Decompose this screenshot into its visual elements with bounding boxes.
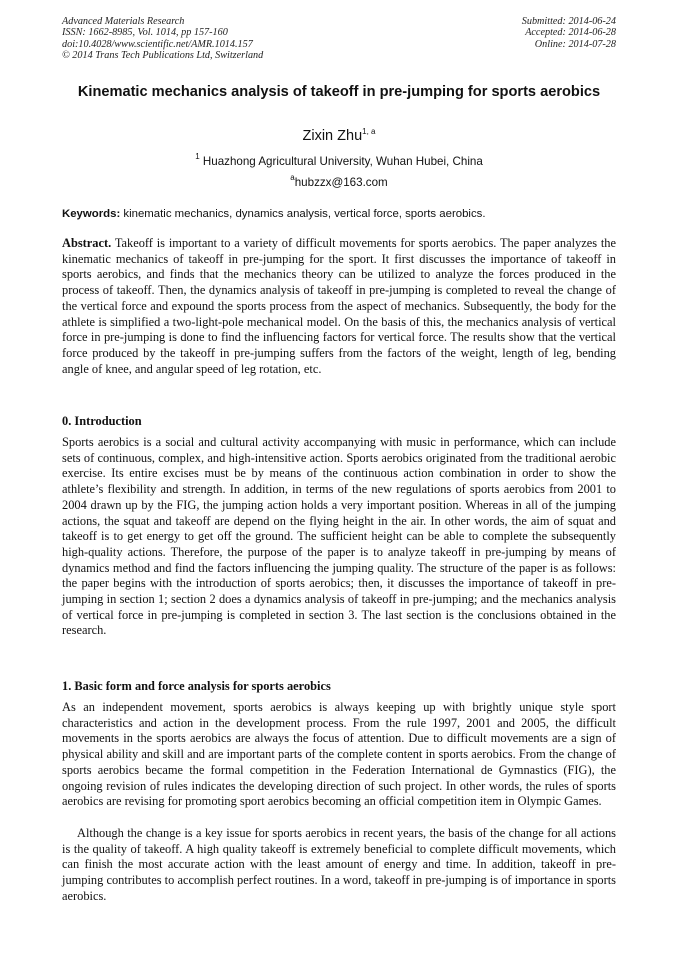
abstract-text: Takeoff is important to a variety of difficult movements for sports aerobics. The paper analyzes the kinematic mechanics of takeoff in pre-jumping for the sport. It first discusses the importance of takeoff in sports aerobics, and finds that the mechanics theory can be utilized to analyze the forces produced in the process of takeoff. Then, the dynamics analysis of takeoff in pre-jumping is completed to reveal the change of the vertical force and expound the sports process from the aspect of mechanics. Subsequently, the body for the athlete is simplified a two-light-pole mechanical model. On the basis of this, the mechanics analysis of vertical force in pre-jumping is done to find the influencing factors for vertical force. The results show that the vertical force produced by the takeoff in pre-jumping suffers from the factors of the weight, length of leg, bending angle of knee, and angular speed of leg rotation, etc. xyxy=(62,236,616,376)
online-date: Online: 2014-07-28 xyxy=(534,38,616,50)
author-email xyxy=(62,171,616,190)
affiliation-text: Huazhong Agricultural University, Wuhan Hubei, China xyxy=(202,155,483,168)
paper-title: Kinematic mechanics analysis of takeoff in pre-jumping for sports aerobics xyxy=(77,84,601,100)
abstract-label: Abstract. xyxy=(62,236,112,250)
affiliation xyxy=(62,150,616,169)
journal-info xyxy=(62,16,263,62)
author-name: Zixin Zhu xyxy=(302,128,363,144)
introduction-paragraph: Sports aerobics is a social and cultural activity accompanying with music in performance, which can include sets of continuous, complex, and high-intensitive action. Sports aerobics originated from the traditional aerobic exercise. Its entire excises must be by means of the continuous action combination in order to show the athlete’s flexibility and strength. In addition, in terms of the new regulations of sports aerobics from 2001 to 2004 drawn up by the FIG, the jumping action holds a very important position. Whereas in all of the jumping actions, the squat and takeoff are depend on the flying height in the air. In other words, the aim of squat and takeoff is to get energy to get off the ground. The sufficient height can be able to complete the subsequently high-quality actions. Therefore, the purpose of the paper is to analyze takeoff in pre-jumping by means of dynamics method and find the factors influencing the jumping quality. The structure of the paper is as follows: the paper begins with the introduction of sports aerobics; then, it discusses the importance of takeoff in pre-jumping in section 1; section 2 does a dynamics analysis of takeoff in pre-jumping; and the mechanics analysis of vertical force in pre-jumping is completed in section 3. The last section is the conclusions obtained in the research. xyxy=(62,435,616,638)
section1-paragraph-1: As an independent movement, sports aerobics is always keeping up with brightly unique style sport characteristics and action in the development process. From the rule 1997, 2001 and 2005, the difficult movements in the sports aerobics are always the focus of attention. Due to difficult movements are a sign of physical ability and skill and are important parts of the complete content in sports aerobics. From the change of sports aerobics became the formal competition in the Federation International de Gymnastics (FIG), the ongoing revision of rules indicates the developing direction of such project. In other words, the rules of sports aerobics are revising for promoting sport aerobics becoming an official competition item in Olympic Games. xyxy=(62,700,616,809)
accepted-date: Accepted: 2014-06-28 xyxy=(525,27,616,39)
section-heading-basic-form: 1. Basic form and force analysis for sports aerobics xyxy=(62,679,331,693)
keywords-label: Keywords: xyxy=(62,208,121,220)
publication-dates xyxy=(522,16,616,50)
email-mark: a xyxy=(290,173,295,182)
email-text: hubzzx@163.com xyxy=(294,176,388,189)
section1-paragraph-2: Although the change is a key issue for sports aerobics in recent years, the basis of the change for all actions is the quality of takeoff. A high quality takeoff is extremely beneficial to complete difficult movements, which can finish the most accurate action with the least amount of energy and time. In addition, takeoff in pre-jumping contributes to accomplish perfect routines. In a word, takeoff in pre-jumping is of importance in sports aerobics. xyxy=(62,826,616,903)
author xyxy=(62,123,616,145)
keywords xyxy=(62,207,616,221)
journal-copyright: © 2014 Trans Tech Publications Ltd, Switzerland xyxy=(62,50,264,62)
section-heading-introduction: 0. Introduction xyxy=(62,414,142,428)
abstract xyxy=(62,236,616,377)
keywords-text: kinematic mechanics, dynamics analysis, vertical force, sports aerobics. xyxy=(123,208,486,220)
affiliation-mark: 1 xyxy=(195,152,200,161)
journal-issn: ISSN: 1662-8985, Vol. 1014, pp 157-160 xyxy=(62,27,228,39)
journal-doi: doi:10.4028/www.scientific.net/AMR.1014.157 xyxy=(62,38,253,50)
journal-name: Advanced Materials Research xyxy=(62,16,185,27)
submitted-date: Submitted: 2014-06-24 xyxy=(521,16,616,27)
author-marks: 1, a xyxy=(362,127,376,136)
